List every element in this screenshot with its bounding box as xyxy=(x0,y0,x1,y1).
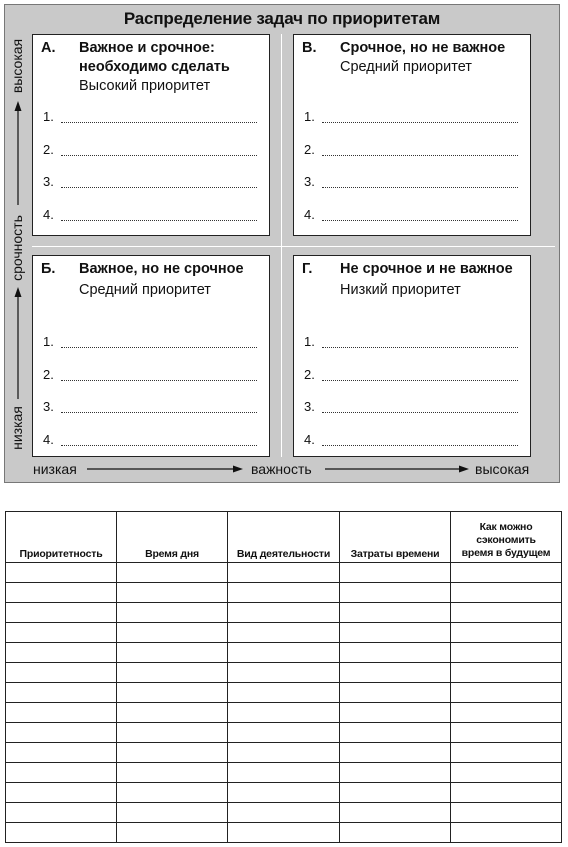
header-save-time: Как можно сэкономить время в будущем xyxy=(451,512,562,563)
task-line[interactable]: 1. xyxy=(43,334,257,354)
table-cell[interactable] xyxy=(6,783,117,803)
task-line[interactable]: 2. xyxy=(304,367,518,387)
table-cell[interactable] xyxy=(117,783,228,803)
table-row xyxy=(6,623,562,643)
task-line[interactable]: 2. xyxy=(43,142,257,162)
matrix-title: Распределение задач по приоритетам xyxy=(123,9,441,28)
table-cell[interactable] xyxy=(6,803,117,823)
table-cell[interactable] xyxy=(228,743,340,763)
table-cell[interactable] xyxy=(451,803,562,823)
table-row xyxy=(6,683,562,703)
header-time-spent: Затраты времени xyxy=(340,512,451,563)
table-cell[interactable] xyxy=(6,663,117,683)
table-cell[interactable] xyxy=(117,743,228,763)
table-cell[interactable] xyxy=(228,603,340,623)
table-cell[interactable] xyxy=(340,663,451,683)
table-row xyxy=(6,823,562,843)
table-cell[interactable] xyxy=(340,683,451,703)
table-cell[interactable] xyxy=(228,823,340,843)
table-cell[interactable] xyxy=(228,683,340,703)
table-cell[interactable] xyxy=(117,823,228,843)
table-cell[interactable] xyxy=(451,743,562,763)
table-cell[interactable] xyxy=(6,743,117,763)
table-cell[interactable] xyxy=(228,723,340,743)
table-cell[interactable] xyxy=(340,603,451,623)
table-cell[interactable] xyxy=(340,723,451,743)
quadrant-title-line2: необходимо сделать xyxy=(79,59,230,75)
table-cell[interactable] xyxy=(451,723,562,743)
table-row xyxy=(6,603,562,623)
table-cell[interactable] xyxy=(451,703,562,723)
table-row xyxy=(6,563,562,583)
task-line[interactable]: 3. xyxy=(43,174,257,194)
quadrant-letter: Г. xyxy=(302,261,313,277)
table-row xyxy=(6,783,562,803)
table-cell[interactable] xyxy=(117,583,228,603)
table-cell[interactable] xyxy=(340,583,451,603)
table-cell[interactable] xyxy=(228,783,340,803)
table-cell[interactable] xyxy=(117,803,228,823)
table-cell[interactable] xyxy=(451,583,562,603)
table-cell[interactable] xyxy=(340,783,451,803)
table-cell[interactable] xyxy=(6,763,117,783)
table-row xyxy=(6,643,562,663)
table-row xyxy=(6,803,562,823)
task-line[interactable]: 4. xyxy=(43,207,257,227)
quadrant-letter: В. xyxy=(302,40,317,56)
table-cell[interactable] xyxy=(228,623,340,643)
table-cell[interactable] xyxy=(6,603,117,623)
table-cell[interactable] xyxy=(6,683,117,703)
table-cell[interactable] xyxy=(340,643,451,663)
quadrant-title: Важное и срочное: xyxy=(79,40,215,56)
axis-arrows xyxy=(5,5,561,484)
quadrant-title: Срочное, но не важное xyxy=(340,40,506,56)
table-cell[interactable] xyxy=(340,703,451,723)
x-axis-low-label: низкая xyxy=(33,461,77,477)
table-cell[interactable] xyxy=(6,823,117,843)
task-line[interactable]: 1. xyxy=(304,109,518,129)
table-cell[interactable] xyxy=(451,623,562,643)
table-cell[interactable] xyxy=(117,563,228,583)
table-cell[interactable] xyxy=(6,583,117,603)
table-cell[interactable] xyxy=(340,763,451,783)
table-cell[interactable] xyxy=(228,703,340,723)
table-row xyxy=(6,703,562,723)
table-cell[interactable] xyxy=(117,723,228,743)
table-row xyxy=(6,723,562,743)
table-cell[interactable] xyxy=(228,583,340,603)
table-cell[interactable] xyxy=(451,823,562,843)
task-line[interactable]: 1. xyxy=(304,334,518,354)
task-line[interactable]: 3. xyxy=(43,399,257,419)
table-cell[interactable] xyxy=(340,823,451,843)
table-cell[interactable] xyxy=(6,623,117,643)
task-line[interactable]: 2. xyxy=(304,142,518,162)
table-cell[interactable] xyxy=(228,563,340,583)
table-cell[interactable] xyxy=(451,763,562,783)
task-line[interactable]: 2. xyxy=(43,367,257,387)
table-header-row xyxy=(6,512,562,563)
table-cell[interactable] xyxy=(228,803,340,823)
x-axis-high-label: высокая xyxy=(475,461,530,477)
priority-matrix xyxy=(4,4,560,483)
y-axis-label: срочность xyxy=(9,215,25,281)
table-row xyxy=(6,583,562,603)
table-cell[interactable] xyxy=(340,743,451,763)
arrow-up-icon xyxy=(15,287,22,297)
quadrant-title: Важное, но не срочное xyxy=(79,261,244,277)
task-line[interactable]: 4. xyxy=(43,432,257,452)
table-cell[interactable] xyxy=(228,663,340,683)
quadrant-letter: Б. xyxy=(41,261,56,277)
arrow-right-icon xyxy=(233,466,243,473)
table-row xyxy=(6,743,562,763)
table-cell[interactable] xyxy=(6,563,117,583)
task-line[interactable]: 3. xyxy=(304,174,518,194)
table-cell[interactable] xyxy=(451,563,562,583)
quadrant-subtitle: Высокий приоритет xyxy=(79,78,211,94)
header-priority: Приоритетность xyxy=(6,512,117,563)
table-cell[interactable] xyxy=(117,643,228,663)
table-cell[interactable] xyxy=(228,643,340,663)
header-time-of-day: Время дня xyxy=(117,512,228,563)
table-cell[interactable] xyxy=(451,683,562,703)
task-line[interactable]: 3. xyxy=(304,399,518,419)
table-cell[interactable] xyxy=(117,603,228,623)
table-cell[interactable] xyxy=(451,783,562,803)
table-row xyxy=(6,663,562,683)
quadrant-letter: А. xyxy=(41,40,56,56)
table-cell[interactable] xyxy=(228,763,340,783)
table-cell[interactable] xyxy=(117,663,228,683)
x-axis-label: важность xyxy=(251,461,312,477)
table-row xyxy=(6,763,562,783)
arrow-right-icon xyxy=(459,466,469,473)
table-cell[interactable] xyxy=(451,603,562,623)
table-cell[interactable] xyxy=(340,563,451,583)
table-cell[interactable] xyxy=(117,703,228,723)
table-cell[interactable] xyxy=(6,723,117,743)
quadrant-title: Не срочное и не важное xyxy=(340,261,513,277)
task-line[interactable]: 4. xyxy=(304,432,518,452)
table-cell[interactable] xyxy=(6,703,117,723)
quadrant-subtitle: Средний приоритет xyxy=(79,282,211,298)
table-cell[interactable] xyxy=(451,663,562,683)
arrow-up-icon xyxy=(15,101,22,111)
y-axis-high-label: высокая xyxy=(9,38,25,94)
task-line[interactable]: 1. xyxy=(43,109,257,129)
table-cell[interactable] xyxy=(117,763,228,783)
table-cell[interactable] xyxy=(340,623,451,643)
table-cell[interactable] xyxy=(117,683,228,703)
table-cell[interactable] xyxy=(451,643,562,663)
time-log-table xyxy=(5,511,562,843)
table-cell[interactable] xyxy=(6,643,117,663)
table-cell[interactable] xyxy=(340,803,451,823)
task-line[interactable]: 4. xyxy=(304,207,518,227)
header-activity: Вид деятельности xyxy=(228,512,340,563)
table-cell[interactable] xyxy=(117,623,228,643)
quadrant-subtitle: Низкий приоритет xyxy=(340,282,461,298)
y-axis-low-label: низкая xyxy=(9,406,25,450)
quadrant-subtitle: Средний приоритет xyxy=(340,59,472,75)
